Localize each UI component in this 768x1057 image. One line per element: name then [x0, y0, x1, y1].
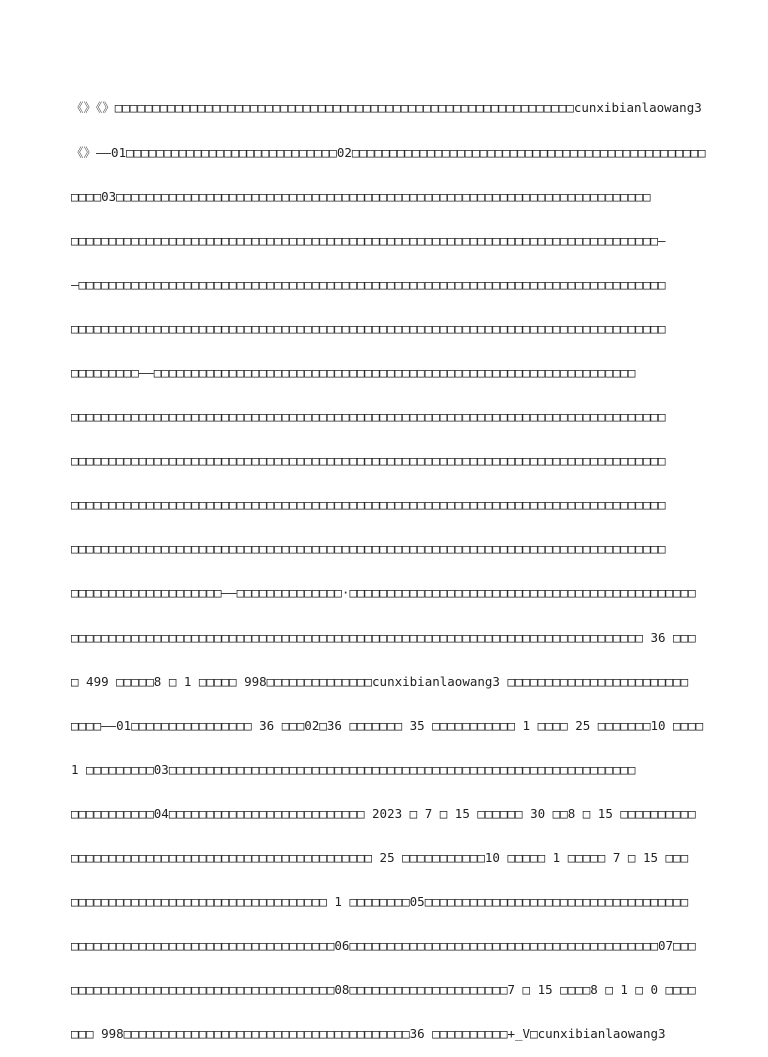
text-line: □□□□□□□□□□□□□□□□□□□□□□□□□□□□□□□□□□□□□□□□□□□□□□□□□□□□□□□□□□□□□□□□□□□□□□□□□□□□□□□ [71, 409, 666, 425]
text-line: □□□□□□□□□□□□□□□□□□□□□□□□□□□□□□□□□□□□□□□□□□□□□□□□□□□□□□□□□□□□□□□□□□□□□□□□□□□□□□□ [71, 453, 666, 469]
text-line: □□□□03□□□□□□□□□□□□□□□□□□□□□□□□□□□□□□□□□□□□□□□□□□□□□□□□□□□□□□□□□□□□□□□□□□□□□□□ [71, 188, 651, 204]
document-body [71, 72, 751, 1057]
text-line: □□□□□□□□□——□□□□□□□□□□□□□□□□□□□□□□□□□□□□□□□□□□□□□□□□□□□□□□□□□□□□□□□□□□□□□□□□ [71, 364, 636, 380]
text-line: □□□□□□□□□□□□□□□□□□□□□□□□□□□□□□□□□□□06□□□□□□□□□□□□□□□□□□□□□□□□□□□□□□□□□□□□□□□□□07□□□ [71, 938, 696, 954]
text-line: □□□□——01□□□□□□□□□□□□□□□□ 36 □□□02□36 □□□□□□□ 35 □□□□□□□□□□□ 1 □□□□ 25 □□□□□□□10 □□□□ [71, 717, 704, 733]
text-line: □□□□□□□□□□□□□□□□□□□□□□□□□□□□□□□□□□□□□□□□□□□□□□□□□□□□□□□□□□□□□□□□□□□□□□□□□□□□□□□ [71, 541, 666, 557]
text-line: □ 499 □□□□□8 □ 1 □□□□□ 998□□□□□□□□□□□□□□cunxibianlaowang3 □□□□□□□□□□□□□□□□□□□□□□□□ [71, 673, 689, 689]
text-line: □□□□□□□□□□□□□□□□□□□□□□□□□□□□□□□□□□□□□□□□ 25 □□□□□□□□□□□10 □□□□□ 1 □□□□□ 7 □ 15 □□□ [71, 850, 689, 865]
text-line: □□□□□□□□□□□□□□□□□□□□□□□□□□□□□□□□□□□08□□□□□□□□□□□□□□□□□□□□□7 □ 15 □□□□8 □ 1 □ 0 □□□□ [71, 982, 696, 998]
text-line: □□□□□□□□□□□□□□□□□□□□——□□□□□□□□□□□□□□·□□□□□□□□□□□□□□□□□□□□□□□□□□□□□□□□□□□□□□□□□□□□□□ [71, 585, 696, 601]
text-line: 1 □□□□□□□□□03□□□□□□□□□□□□□□□□□□□□□□□□□□□□□□□□□□□□□□□□□□□□□□□□□□□□□□□□□□□□□□ [71, 761, 636, 777]
text-line: □□□□□□□□□□□□□□□□□□□□□□□□□□□□□□□□□□□□□□□□□□□□□□□□□□□□□□□□□□□□□□□□□□□□□□□□□□□□□□□ [71, 320, 666, 336]
text-line: □□□□□□□□□□□□□□□□□□□□□□□□□□□□□□□□□□□□□□□□□□□□□□□□□□□□□□□□□□□□□□□□□□□□□□□□□□□□□□— [71, 232, 666, 248]
text-line: 《》——01□□□□□□□□□□□□□□□□□□□□□□□□□□□□02□□□□□□□□□□□□□□□□□□□□□□□□□□□□□□□□□□□□□□□□□□□□□□□ [71, 144, 706, 160]
text-line: □□□□□□□□□□□□□□□□□□□□□□□□□□□□□□□□□□□□□□□□□□□□□□□□□□□□□□□□□□□□□□□□□□□□□□□□□□□□ 36 □□□ [71, 629, 696, 645]
text-line: □□□□□□□□□□□04□□□□□□□□□□□□□□□□□□□□□□□□□□ 2023 □ 7 □ 15 □□□□□□ 30 □□8 □ 15 □□□□□□□□□□ [71, 805, 696, 821]
text-line: 《》《》□□□□□□□□□□□□□□□□□□□□□□□□□□□□□□□□□□□□□□□□□□□□□□□□□□□□□□□□□□□□□cunxibianlaowang3 [71, 100, 702, 116]
text-line: □□□□□□□□□□□□□□□□□□□□□□□□□□□□□□□□□□□□□□□□□□□□□□□□□□□□□□□□□□□□□□□□□□□□□□□□□□□□□□□ [71, 497, 666, 513]
text-line: □□□ 998□□□□□□□□□□□□□□□□□□□□□□□□□□□□□□□□□□□□□□36 □□□□□□□□□□+_V□cunxibianlaowang3 [71, 1026, 666, 1042]
text-line: —□□□□□□□□□□□□□□□□□□□□□□□□□□□□□□□□□□□□□□□□□□□□□□□□□□□□□□□□□□□□□□□□□□□□□□□□□□□□□□ [71, 276, 666, 292]
text-line: □□□□□□□□□□□□□□□□□□□□□□□□□□□□□□□□□□ 1 □□□□□□□□05□□□□□□□□□□□□□□□□□□□□□□□□□□□□□□□□□□□ [71, 894, 689, 910]
